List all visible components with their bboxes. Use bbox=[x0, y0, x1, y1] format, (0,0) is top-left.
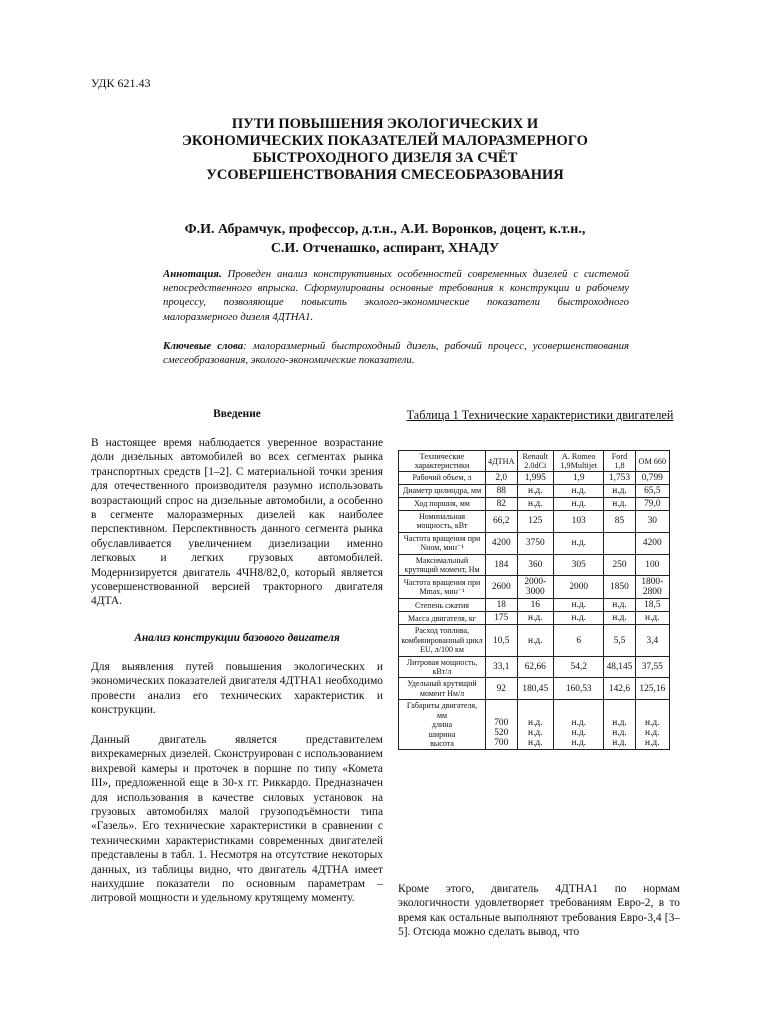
table-cell: 3750 bbox=[517, 532, 554, 554]
table-cell: н.д. bbox=[604, 485, 635, 498]
dims-sublabel: ширина bbox=[428, 729, 456, 739]
keywords-text: : малоразмерный быстроходный дизель, рабочий процесс, усовершенствования смесеобразования, эколого-экономические показатели. bbox=[163, 340, 630, 367]
keywords bbox=[163, 339, 629, 367]
table-cell: 10,5 bbox=[486, 625, 518, 656]
table-cell: 250 bbox=[604, 554, 635, 576]
dims-value: н.д. bbox=[571, 738, 586, 749]
table-header-cell: OM 660 bbox=[635, 451, 669, 472]
paper-title bbox=[90, 116, 680, 184]
dims-sublabel: длина bbox=[431, 720, 453, 730]
dims-value: н.д. bbox=[612, 718, 627, 729]
table-cell: 3,4 bbox=[635, 625, 669, 656]
dims-value: н.д. bbox=[645, 718, 660, 729]
table-caption: Таблица 1 Технические характеристики двигателей bbox=[406, 408, 674, 422]
title-line: УСОВЕРШЕНСТВОВАНИЯ СМЕСЕОБРАЗОВАНИЯ bbox=[206, 167, 564, 183]
table-cell: н.д. bbox=[554, 485, 604, 498]
table-cell: 66,2 bbox=[486, 511, 518, 533]
table-cell: 65,5 bbox=[635, 485, 669, 498]
table-cell: 360 bbox=[517, 554, 554, 576]
table-cell: 82 bbox=[486, 498, 518, 511]
table-row bbox=[399, 678, 670, 700]
table-header-cell: Технические характеристики bbox=[399, 451, 486, 472]
table-row bbox=[399, 485, 670, 498]
table-cell: н.д. bbox=[554, 532, 604, 554]
table-row bbox=[399, 511, 670, 533]
table-row-label: Рабочий объем, л bbox=[399, 472, 486, 485]
table-cell: 142,6 bbox=[604, 678, 635, 700]
dims-label: Габариты двигателя, мм bbox=[406, 701, 478, 720]
dims-value: н.д. bbox=[528, 728, 543, 739]
dims-value: 700 bbox=[494, 718, 509, 729]
table-cell: 18 bbox=[486, 599, 518, 612]
table-cell: н.д. bbox=[517, 612, 554, 625]
dims-value: н.д. bbox=[571, 718, 586, 729]
table-cell: 160,53 bbox=[554, 678, 604, 700]
table-cell: н.д. bbox=[554, 612, 604, 625]
table-row-label: Масса двигателя, кг bbox=[399, 612, 486, 625]
table-cell: 125,16 bbox=[635, 678, 669, 700]
annotation-label: Аннотация. bbox=[163, 268, 222, 280]
table-cell: 103 bbox=[554, 511, 604, 533]
analysis-paragraph-1: Для выявления путей повышения экологических и экономических показателей двигателя 4ДТНА1 необходимо провести анализ его технических характеристик и конструкции. bbox=[91, 661, 383, 717]
authors bbox=[90, 220, 680, 258]
table-cell: 1,995 bbox=[517, 472, 554, 485]
annotation-text: Проведен анализ конструктивных особенностей современных дизелей с системой непосредственного впрыска. Сформулированы основные требования к конструкции и рабочему процессу, позволяющие повысить эколого-экономические показатели быстроходного малоразмерного дизеля 4ДТНА1. bbox=[163, 268, 629, 323]
table-cell: 2600 bbox=[486, 576, 518, 599]
table-cell: 175 bbox=[486, 612, 518, 625]
table-cell: 92 bbox=[486, 678, 518, 700]
table-cell: 62,66 bbox=[517, 656, 554, 678]
table-header-cell: 4ДТНА bbox=[486, 451, 518, 472]
table-cell: н.д. bbox=[517, 498, 554, 511]
table-row bbox=[399, 472, 670, 485]
table-cell: н.д. bbox=[554, 498, 604, 511]
table-cell bbox=[517, 700, 554, 750]
dims-value: 700 bbox=[494, 738, 509, 749]
dims-value: н.д. bbox=[645, 728, 660, 739]
dims-value: н.д. bbox=[528, 718, 543, 729]
table-cell: н.д. bbox=[517, 625, 554, 656]
table-row bbox=[399, 625, 670, 656]
table-cell: 180,45 bbox=[517, 678, 554, 700]
table-header-cell: Renault 2.0dCi bbox=[517, 451, 554, 472]
table-cell: н.д. bbox=[604, 599, 635, 612]
analysis-heading: Анализ конструкции базового двигателя bbox=[134, 632, 340, 644]
dims-value: н.д. bbox=[645, 738, 660, 749]
table-header-cell: A. Romeo 1,9Multijet bbox=[554, 451, 604, 472]
table-row-label: Частота вращения при Nном, мин⁻¹ bbox=[399, 532, 486, 554]
table-cell: 0,799 bbox=[635, 472, 669, 485]
table-cell: 18,5 bbox=[635, 599, 669, 612]
table-cell: 48,145 bbox=[604, 656, 635, 678]
table-row bbox=[399, 554, 670, 576]
table-row-dimensions bbox=[399, 700, 670, 750]
table-cell: 100 bbox=[635, 554, 669, 576]
table-cell: 1,753 bbox=[604, 472, 635, 485]
table-cell: 4200 bbox=[635, 532, 669, 554]
dims-value: н.д. bbox=[612, 728, 627, 739]
table-cell: 2000 bbox=[554, 576, 604, 599]
table-row bbox=[399, 498, 670, 511]
title-line: БЫСТРОХОДНОГО ДИЗЕЛЯ ЗА СЧЁТ bbox=[252, 150, 518, 166]
udc-code: УДК 621.43 bbox=[91, 76, 151, 90]
intro-paragraph: В настоящее время наблюдается уверенное возрастание доли дизельных автомобилей во всех сегментах рынка транспортных средств [1–2]. С материальной точки зрения для отечественного производителя разумно использовать возрастающий спрос на дизельные автомобили, а особенно в сегменте малоразмерных дизелей как наиболее перспективном. Перспективность данного сегмента рынка обуславливается увеличением дизелизации именно легковых и легких грузовых автомобилей. Модернизируется двигатель 4ЧН8/82,0, который является усовершенствованной версией тракторного двигателя 4ДТА. bbox=[91, 437, 383, 608]
dims-value: н.д. bbox=[528, 738, 543, 749]
table-cell: 30 bbox=[635, 511, 669, 533]
table-cell: 6 bbox=[554, 625, 604, 656]
table-row-label: Частота вращения при Мmax, мин⁻¹ bbox=[399, 576, 486, 599]
table-row-label: Максимальный крутящий момент, Нм bbox=[399, 554, 486, 576]
table-cell: 1,9 bbox=[554, 472, 604, 485]
table-cell: 88 bbox=[486, 485, 518, 498]
annotation bbox=[163, 267, 629, 324]
table-row bbox=[399, 599, 670, 612]
table-cell: 79,0 bbox=[635, 498, 669, 511]
table-cell bbox=[635, 700, 669, 750]
table-cell bbox=[554, 700, 604, 750]
table-row bbox=[399, 612, 670, 625]
table-cell bbox=[486, 700, 518, 750]
table-cell: 2000-3000 bbox=[517, 576, 554, 599]
authors-line: Ф.И. Абрамчук, профессор, д.т.н., А.И. Воронков, доцент, к.т.н., bbox=[184, 222, 586, 237]
table-cell bbox=[604, 532, 635, 554]
table-cell: 1850 bbox=[604, 576, 635, 599]
table-row-label: Ход поршня, мм bbox=[399, 498, 486, 511]
table-cell: 2,0 bbox=[486, 472, 518, 485]
table-cell: н.д. bbox=[604, 612, 635, 625]
authors-line: С.И. Отченашко, аспирант, ХНАДУ bbox=[270, 241, 500, 256]
table-row-label: Расход топлива, комбинированный цикл EU, л/100 км bbox=[399, 625, 486, 656]
dims-value: н.д. bbox=[612, 738, 627, 749]
table-row-label bbox=[399, 700, 486, 750]
analysis-paragraph-2: Данный двигатель является представителем вихрекамерных дизелей. Сконструирован с использованием вихревой камеры и проточек в поршне по типу «Комета III», предложенной еще в 30-х гг. Риккардо. Предназначен для использования в качестве силовых установок на грузовых автомобилях малой грузоподъёмности типа «Газель». Его технические характеристики в сравнении с техническими характеристиками современных двигателей представлены в табл. 1. Несмотря на отсутствие некоторых данных, из таблицы видно, что двигатель 4ДТНА имеет наихудшие показатели по основным параметрам – литровой мощности и удельному крутящему моменту. bbox=[91, 734, 383, 905]
table-row bbox=[399, 576, 670, 599]
right-column-paragraph: Кроме этого, двигатель 4ДТНА1 по нормам экологичности удовлетворяет требованиям Евро-2, в то время как остальные выполняют требования Евро-3,4 [3–5]. Отсюда можно сделать вывод, что bbox=[398, 883, 680, 939]
table-cell: 54,2 bbox=[554, 656, 604, 678]
table-cell: н.д. bbox=[635, 612, 669, 625]
table-cell: 1800-2800 bbox=[635, 576, 669, 599]
spec-table bbox=[398, 450, 670, 750]
table-cell bbox=[604, 700, 635, 750]
table-cell: 16 bbox=[517, 599, 554, 612]
title-line: ЭКОНОМИЧЕСКИХ ПОКАЗАТЕЛЕЙ МАЛОРАЗМЕРНОГО bbox=[182, 133, 588, 149]
dims-sublabel: высота bbox=[430, 738, 454, 748]
table-row-label: Удельный крутящий момент Нм/л bbox=[399, 678, 486, 700]
table-cell: н.д. bbox=[604, 498, 635, 511]
table-row-label: Степень сжатия bbox=[399, 599, 486, 612]
table-cell: 184 bbox=[486, 554, 518, 576]
intro-heading: Введение bbox=[213, 408, 261, 420]
table-cell: 5,5 bbox=[604, 625, 635, 656]
table-cell: 33,1 bbox=[486, 656, 518, 678]
table-header-row bbox=[399, 451, 670, 472]
table-cell: 4200 bbox=[486, 532, 518, 554]
table-cell: 305 bbox=[554, 554, 604, 576]
table-row bbox=[399, 656, 670, 678]
dims-value: 520 bbox=[494, 728, 509, 739]
table-cell: н.д. bbox=[517, 485, 554, 498]
table-row-label: Диаметр цилиндра, мм bbox=[399, 485, 486, 498]
table-cell: 85 bbox=[604, 511, 635, 533]
table-row-label: Литровая мощность, кВт/л bbox=[399, 656, 486, 678]
keywords-label: Ключевые слова bbox=[163, 340, 244, 352]
table-row bbox=[399, 532, 670, 554]
table-header-cell: Ford 1,8 bbox=[604, 451, 635, 472]
table-cell: 37,55 bbox=[635, 656, 669, 678]
title-line: ПУТИ ПОВЫШЕНИЯ ЭКОЛОГИЧЕСКИХ И bbox=[231, 116, 539, 132]
table-cell: н.д. bbox=[554, 599, 604, 612]
table-row-label: Номинальная мощность, кВт bbox=[399, 511, 486, 533]
table-cell: 125 bbox=[517, 511, 554, 533]
dims-value: н.д. bbox=[571, 728, 586, 739]
